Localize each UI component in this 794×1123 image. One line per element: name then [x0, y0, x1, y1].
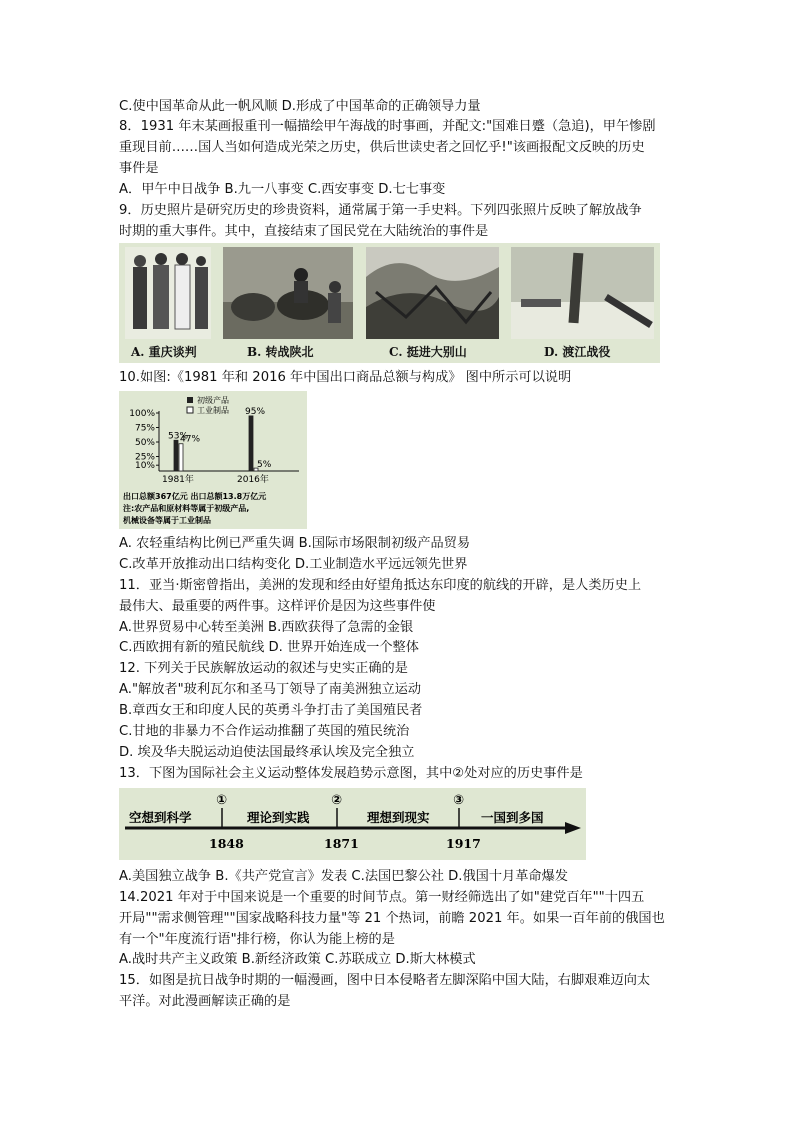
stage-3: 理想到现实: [367, 810, 430, 825]
q14-options: A.战时共产主义政策 B.新经济政策 C.苏联成立 D.斯大林模式: [119, 952, 476, 967]
caption-c: C. 挺进大别山: [389, 345, 467, 359]
q14-stem-2: 开局""需求侧管理""国家战略科技力量"等 21 个热词，前瞻 2021 年。如果一百年前的俄国也: [119, 911, 665, 926]
year-1917: 1917: [446, 836, 481, 851]
year-1871: 1871: [324, 836, 359, 851]
q8-stem-2: 重现目前……国人当如何造成光荣之历史，供后世读史者之回忆乎!"该画报配文反映的历史: [119, 140, 645, 155]
bar-1981-primary: [174, 440, 178, 471]
export-chart-svg: [119, 391, 307, 529]
photo-dabieshan: [366, 247, 499, 339]
socialism-timeline: [119, 788, 586, 860]
legend-label-industrial: 工业制品: [197, 406, 229, 415]
stage-4: 一国到多国: [481, 810, 544, 825]
q8-stem-3: 事件是: [119, 161, 159, 176]
marker-3: ③: [453, 793, 465, 808]
q13-options: A.美国独立战争 B.《共产党宣言》发表 C.法国巴黎公社 D.俄国十月革命爆发: [119, 869, 568, 884]
bar-label: 95%: [245, 406, 266, 417]
bar-label: 5%: [257, 460, 272, 471]
legend-label-primary: 初级产品: [197, 396, 229, 405]
bar-label: 47%: [180, 434, 201, 445]
legend-swatch-primary: [187, 397, 193, 403]
x-tick-label: 1981年: [162, 475, 194, 485]
y-tick-label: 75%: [134, 423, 155, 434]
q8-stem-1: 8．1931 年末某画报重刊一幅描绘甲午海战的时事画，并配文:"国难日蹙（急追)，甲午惨剧: [119, 119, 656, 134]
q10-options-ab: A. 农轻重结构比例已严重失调 B.国际市场限制初级产品贸易: [119, 536, 471, 551]
q9-stem-1: 9．历史照片是研究历史的珍贵资料，通常属于第一手史料。下列四张照片反映了解放战争: [119, 203, 642, 218]
q11-stem-1: 11．亚当·斯密曾指出，美洲的发现和经由好望角抵达东印度的航线的开辟，是人类历史上: [119, 578, 642, 593]
caption-a: A. 重庆谈判: [131, 345, 197, 359]
marker-1: ①: [216, 793, 228, 808]
q15-stem-2: 平洋。对此漫画解读正确的是: [119, 994, 291, 1009]
q13-stem: 13．下图为国际社会主义运动整体发展趋势示意图，其中②处对应的历史事件是: [119, 766, 583, 781]
q15-stem-1: 15．如图是抗日战争时期的一幅漫画，图中日本侵略者左脚深陷中国大陆，右脚艰难迈向太: [119, 973, 651, 988]
chart-note-primary-def: 注:农产品和原材料等属于初级产品,: [123, 504, 250, 513]
q11-options-cd: C.西欧拥有新的殖民航线 D. 世界开始连成一个整体: [119, 640, 419, 655]
photo-chongqing: [125, 247, 211, 339]
marker-2: ②: [331, 793, 343, 808]
q10-stem: 10.如图:《1981 年和 2016 年中国出口商品总额与构成》 图中所示可以说明: [119, 370, 572, 385]
q14-stem-1: 14.2021 年对于中国来说是一个重要的时间节点。第一财经筛选出了如"建党百年""十四五: [119, 890, 645, 905]
photo-shaanbei: [223, 247, 353, 339]
q14-stem-3: 有一个"年度流行语"排行榜，你认为能上榜的是: [119, 932, 395, 947]
y-tick-label: 50%: [134, 438, 155, 448]
y-tick-label: 10%: [134, 461, 155, 472]
x-tick-label: 2016年: [237, 475, 269, 485]
q12-stem: 12. 下列关于民族解放运动的叙述与史实正确的是: [119, 661, 408, 676]
bar-2016-primary: [249, 416, 253, 471]
q11-stem-2: 最伟大、最重要的两件事。这样评价是因为这些事件使: [119, 599, 436, 614]
year-1848: 1848: [209, 836, 244, 851]
timeline-svg: [119, 788, 586, 860]
caption-b: B. 转战陕北: [247, 345, 314, 359]
chart-note-industrial-def: 机械设备等属于工业制品: [123, 516, 211, 525]
q11-options-ab: A.世界贸易中心转至美洲 B.西欧获得了急需的金银: [119, 620, 414, 635]
bar-label: 53%: [168, 431, 189, 442]
photo-dujiang: [511, 247, 654, 339]
bar-1981-industrial: [179, 444, 183, 471]
caption-d: D. 渡江战役: [544, 345, 611, 359]
y-tick-label: 25%: [134, 452, 155, 463]
q12-option-a: A."解放者"玻利瓦尔和圣马丁领导了南美洲独立运动: [119, 682, 422, 697]
q7-options-cd: C.使中国革命从此一帆风顺 D.形成了中国革命的正确领导力量: [119, 99, 481, 114]
q12-option-b: B.章西女王和印度人民的英勇斗争打击了美国殖民者: [119, 703, 423, 718]
q9-photos: [119, 243, 660, 363]
chart-note-totals: 出口总额367亿元 出口总额13.8万亿元: [123, 492, 267, 501]
legend-swatch-industrial: [187, 407, 193, 413]
stage-2: 理论到实践: [247, 810, 310, 825]
export-chart: [119, 391, 307, 529]
q12-option-c: C.甘地的非暴力不合作运动推翻了英国的殖民统治: [119, 724, 410, 739]
q10-options-cd: C.改革开放推动出口结构变化 D.工业制造水平远远领先世界: [119, 557, 468, 572]
y-tick-label: 100%: [129, 409, 155, 419]
q9-stem-2: 时期的重大事件。其中，直接结束了国民党在大陆统治的事件是: [119, 224, 489, 239]
q12-option-d: D. 埃及华夫脱运动迫使法国最终承认埃及完全独立: [119, 745, 415, 760]
stage-1: 空想到科学: [129, 810, 192, 825]
q8-options: A．甲午中日战争 B.九一八事变 C.西安事变 D.七七事变: [119, 182, 446, 197]
